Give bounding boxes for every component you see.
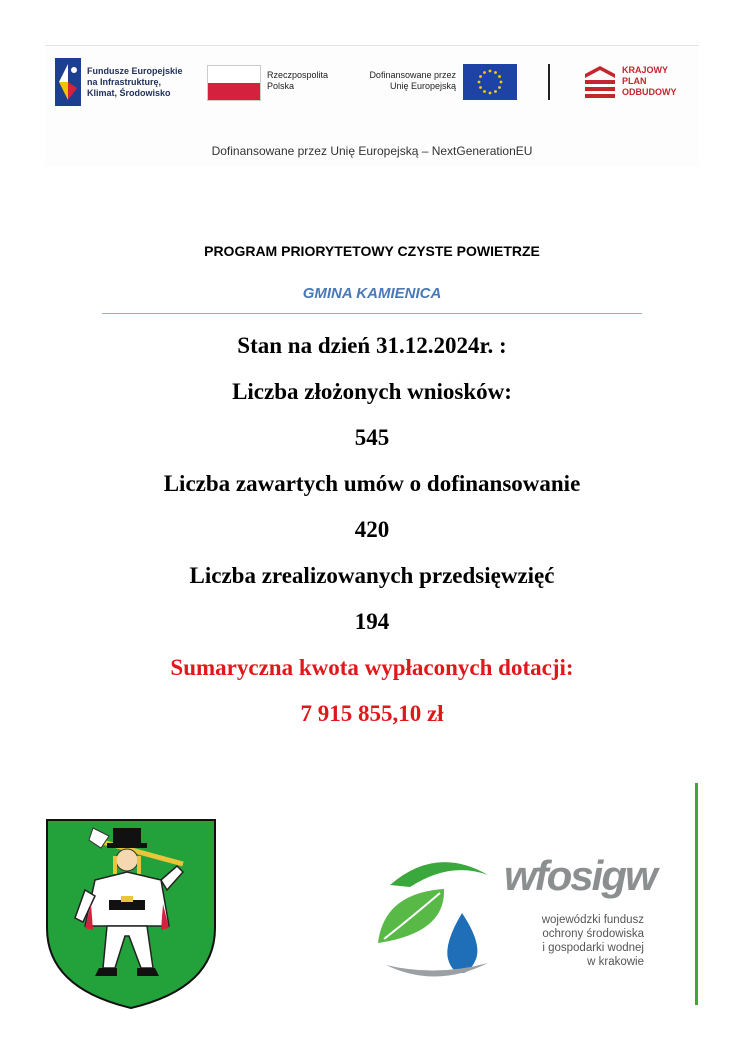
kpo-text [622, 65, 677, 98]
fundusze-europejskie-logo [55, 58, 81, 106]
eu-text-line: Unię Europejską [389, 81, 456, 91]
next-generation-eu-line: Dofinansowane przez Unię Europejską – NextGenerationEU [211, 144, 533, 158]
eu-text-line: Dofinansowane przez [369, 70, 456, 80]
fe-text-line: Klimat, Środowisko [87, 88, 171, 98]
status-date: Stan na dzień 31.12.2024r. : [237, 333, 507, 358]
fundusze-europejskie-text [87, 66, 183, 99]
kpo-logo-icon [583, 64, 617, 100]
completed-label: Liczba zrealizowanych przedsięwzięć [189, 563, 555, 588]
wf-desc-line: i gospodarki wodnej [542, 942, 644, 954]
applications-value: 545 [354, 425, 390, 450]
wf-desc-line: ochrony środowiska [542, 928, 644, 940]
wf-desc-line: w krakowie [587, 956, 644, 968]
title-divider [102, 313, 642, 314]
wfosigw-description [500, 913, 644, 969]
gmina-subtitle: GMINA KAMIENICA [302, 285, 442, 302]
pl-text-line: Polska [267, 81, 295, 91]
kpo-text-line: PLAN [622, 76, 647, 86]
pl-text-line: Rzeczpospolita [267, 70, 329, 80]
eu-cofinanced-text [350, 70, 456, 92]
wfosigw-green-bar [695, 783, 698, 1005]
rzeczpospolita-text [267, 70, 328, 92]
wfosigw-brand: wfosigw [504, 852, 656, 899]
kpo-text-line: ODBUDOWY [622, 87, 677, 97]
contracts-value: 420 [354, 517, 390, 542]
logo-bar [45, 45, 699, 166]
kpo-text-line: KRAJOWY [622, 65, 669, 75]
fe-text-line: Fundusze Europejskie [87, 66, 183, 76]
applications-label: Liczba złożonych wniosków: [232, 379, 512, 404]
total-subsidy-label: Sumaryczna kwota wypłaconych dotacji: [170, 655, 574, 680]
completed-value: 194 [354, 609, 390, 634]
wfosigw-leaf-drop-icon [376, 853, 500, 981]
coat-of-arms-icon [45, 818, 217, 1010]
logo-separator [548, 64, 550, 100]
total-subsidy-value: 7 915 855,10 zł [300, 701, 444, 726]
eu-flag [463, 64, 517, 100]
wf-desc-line: wojewódzki fundusz [541, 914, 644, 926]
polish-flag [207, 65, 261, 101]
fe-text-line: na Infrastrukturę, [87, 77, 162, 87]
contracts-label: Liczba zawartych umów o dofinansowanie [163, 471, 581, 496]
program-title: PROGRAM PRIORYTETOWY CZYSTE POWIETRZE [204, 243, 540, 259]
